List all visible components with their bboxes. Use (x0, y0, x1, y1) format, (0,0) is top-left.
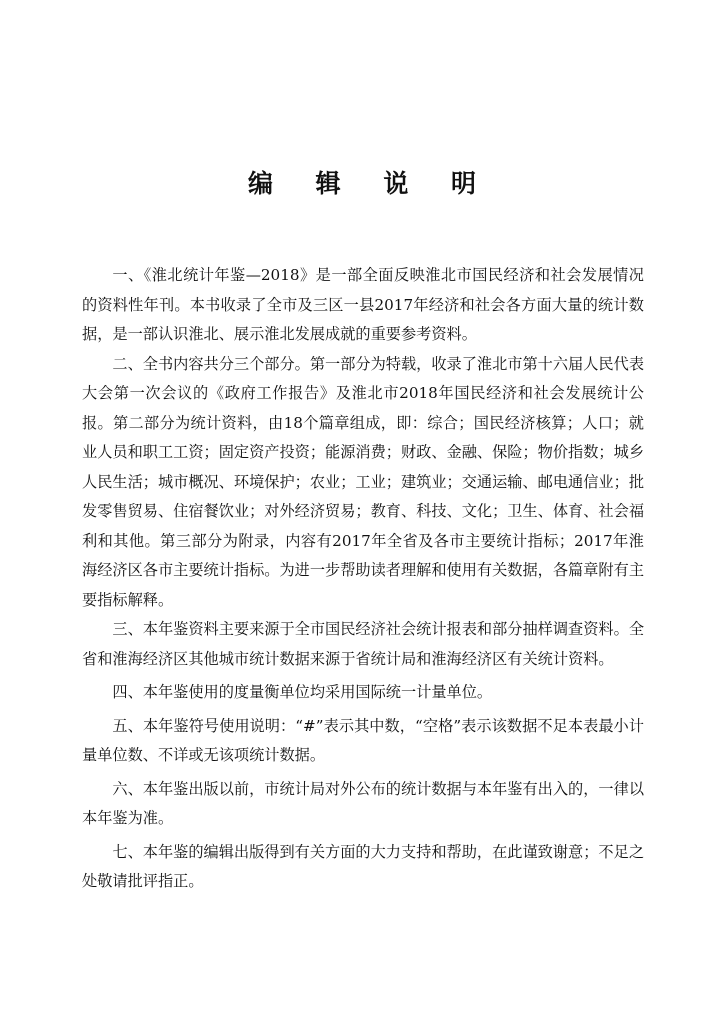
document-body (82, 261, 644, 897)
paragraph-6: 六、本年鉴出版以前，市统计局对外公布的统计数据与本年鉴有出入的，一律以本年鉴为准。 (82, 779, 644, 827)
page-title: 编 辑 说 明 (247, 169, 494, 198)
paragraph-5: 五、本年鉴符号使用说明：“#”表示其中数，“空格”表示该数据不足本表最小计量单位数、不详或无该项统计数据。 (82, 716, 644, 764)
paragraph-2: 二、全书内容共分三个部分。第一部分为特载，收录了淮北市第十六届人民代表大会第一次会议的《政府工作报告》及淮北市2018年国民经济和社会发展统计公报。第二部分为统计资料，由18个篇章组成，即：综合；国民经济核算；人口；就业人员和职工工资；固定资产投资；能源消费；财政、金融、保险；物价指数；城乡人民生活；城市概况、环境保护；农业；工业；建筑业；交通运输、邮电通信业；批发零售贸易、住宿餐饮业；对外经济贸易；教育、科技、文化；卫生、体育、社会福利和其他。第三部分为附录，内容有2017年全省及各市主要统计指标；2017年淮海经济区各市主要统计指标。为进一步帮助读者理解和使用有关数据，各篇章附有主要指标解释。 (82, 354, 644, 609)
paragraph-1: 一、《淮北统计年鉴—2018》是一部全面反映淮北市国民经济和社会发展情况的资料性年刊。本书收录了全市及三区一县2017年经济和社会各方面大量的统计数据，是一部认识淮北、展示淮北发展成就的重要参考资料。 (82, 266, 644, 343)
paragraph-3: 三、本年鉴资料主要来源于全市国民经济社会统计报表和部分抽样调查资料。全省和淮海经济区其他城市统计数据来源于省统计局和淮海经济区有关统计资料。 (82, 620, 644, 668)
paragraph-4: 四、本年鉴使用的度量衡单位均采用国际统一计量单位。 (112, 683, 493, 701)
paragraph-7: 七、本年鉴的编辑出版得到有关方面的大力支持和帮助，在此谨致谢意；不足之处敬请批评指正。 (82, 842, 644, 890)
